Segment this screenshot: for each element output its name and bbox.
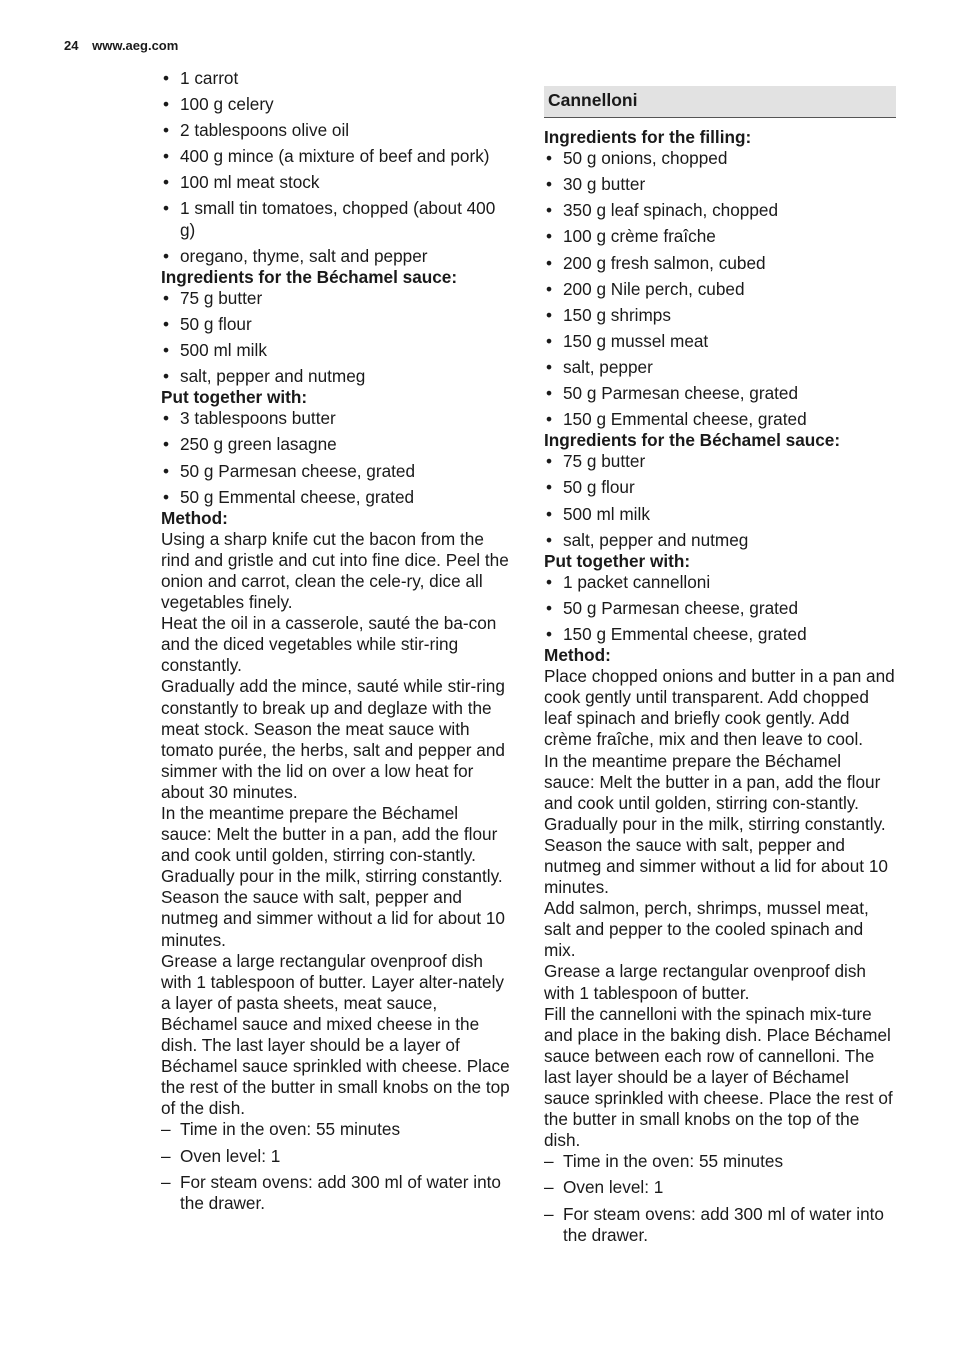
method-paragraph: Fill the cannelloni with the spinach mix-ture and place in the baking dish. Place Béchamel sauce between each row of cannelloni. The last layer should be a layer of Béchamel sauce sprinkled with cheese. Place the rest of the butter in small knobs on the top of the dish. <box>544 1003 893 1151</box>
bechamel-heading: Ingredients for the Béchamel sauce: <box>161 266 458 287</box>
list-item: • 400 g mince (a mixture of beef and pork) <box>161 146 513 167</box>
page-header <box>64 38 178 53</box>
list-item: • 50 g Emmental cheese, grated <box>161 487 513 508</box>
oven-notes <box>161 1119 513 1213</box>
list-item: – Time in the oven: 55 minutes <box>161 1119 513 1140</box>
list-item: • 350 g leaf spinach, chopped <box>544 200 896 221</box>
list-item: • 50 g Parmesan cheese, grated <box>544 598 896 619</box>
method-heading: Method: <box>544 645 611 666</box>
list-item: • 50 g flour <box>161 314 513 335</box>
list-item: – Time in the oven: 55 minutes <box>544 1151 896 1172</box>
list-item: • 200 g fresh salmon, cubed <box>544 253 896 274</box>
list-item: – Oven level: 1 <box>544 1177 896 1198</box>
list-item: • 1 small tin tomatoes, chopped (about 400 g) <box>161 198 513 240</box>
list-item: • 200 g Nile perch, cubed <box>544 279 896 300</box>
list-item: – Oven level: 1 <box>161 1146 513 1167</box>
list-item: • 50 g Parmesan cheese, grated <box>161 461 513 482</box>
method-paragraph: Place chopped onions and butter in a pan and cook gently until transparent. Add chopped leaf spinach and briefly cook gently. Add crème fraîche, mix and then leave to cool. <box>544 666 895 750</box>
list-item: • 50 g flour <box>544 477 896 498</box>
list-item: • salt, pepper and nutmeg <box>161 366 513 387</box>
method-paragraph: Heat the oil in a casserole, sauté the ba-con and the diced vegetables while stir-ring constantly. <box>161 613 497 676</box>
method-paragraph: Grease a large rectangular ovenproof dish with 1 tablespoon of butter. Layer alter-nately a layer of pasta sheets, meat sauce, Béchamel sauce and mixed cheese in the dish. The last layer should be a layer of Béchamel sauce sprinkled with cheese. Place the rest of the butter in small knobs on the top of the dish. <box>161 950 510 1119</box>
together-heading: Put together with: <box>544 550 691 571</box>
list-item: • oregano, thyme, salt and pepper <box>161 246 513 267</box>
list-item: – For steam ovens: add 300 ml of water into the drawer. <box>544 1204 896 1246</box>
list-item: • 75 g butter <box>544 451 896 472</box>
site-url: www.aeg.com <box>92 38 179 53</box>
list-item: • 100 g crème fraîche <box>544 226 896 247</box>
together-list <box>161 408 513 507</box>
together-list <box>544 572 896 645</box>
method-heading: Method: <box>161 507 228 528</box>
list-item: • 150 g Emmental cheese, grated <box>544 409 896 430</box>
method-paragraph: Using a sharp knife cut the bacon from the rind and gristle and cut into fine dice. Peel the onion and carrot, clean the cele-ry, dice all vegetables finely. <box>161 528 509 613</box>
left-column <box>161 68 513 1219</box>
ingredient-list <box>161 68 513 267</box>
list-item: • 50 g onions, chopped <box>544 148 896 169</box>
oven-notes <box>544 1151 896 1245</box>
list-item: • 250 g green lasagne <box>161 434 513 455</box>
list-item: – For steam ovens: add 300 ml of water into the drawer. <box>161 1172 513 1214</box>
list-item: • 1 carrot <box>161 68 513 89</box>
filling-list <box>544 148 896 430</box>
method-paragraph: Add salmon, perch, shrimps, mussel meat, salt and pepper to the cooled spinach and mix. <box>544 898 869 961</box>
list-item: • 150 g Emmental cheese, grated <box>544 624 896 645</box>
list-item: • 100 ml meat stock <box>161 172 513 193</box>
bechamel-list <box>161 288 513 387</box>
list-item: • 500 ml milk <box>544 504 896 525</box>
list-item: • 1 packet cannelloni <box>544 572 896 593</box>
method-paragraph: In the meantime prepare the Béchamel sauce: Melt the butter in a pan, add the flour and cook until golden, stirring con-stantly. Gradually pour in the milk, stirring constantly. Season the sauce with salt, pepper and nutmeg and simmer without a lid for about 10 minutes. <box>161 803 505 950</box>
list-item: • 3 tablespoons butter <box>161 408 513 429</box>
bechamel-heading: Ingredients for the Béchamel sauce: <box>544 430 841 451</box>
list-item: • 50 g Parmesan cheese, grated <box>544 383 896 404</box>
section-title: Cannelloni <box>544 86 896 118</box>
method-paragraph: In the meantime prepare the Béchamel sauce: Melt the butter in a pan, add the flour and cook until golden, stirring con-stantly. Gradually pour in the milk, stirring constantly. Season the sauce with salt, pepper and nutmeg and simmer without a lid for about 10 minutes. <box>544 750 888 898</box>
list-item: • 150 g mussel meat <box>544 331 896 352</box>
list-item: • 500 ml milk <box>161 340 513 361</box>
list-item: • 100 g celery <box>161 94 513 115</box>
method-paragraph: Grease a large rectangular ovenproof dish with 1 tablespoon of butter. <box>544 961 866 1003</box>
list-item: • 150 g shrimps <box>544 305 896 326</box>
filling-heading: Ingredients for the filling: <box>544 127 752 148</box>
method-paragraph: Gradually add the mince, sauté while stir-ring constantly to break up and deglaze with the meat stock. Season the meat sauce with tomato purée, the herbs, salt and pepper and simmer with the lid on over a low heat for about 30 minutes. <box>161 676 505 802</box>
right-column <box>544 86 896 1251</box>
page-number: 24 <box>64 38 79 53</box>
bechamel-list <box>544 451 896 550</box>
list-item: • salt, pepper <box>544 357 896 378</box>
list-item: • salt, pepper and nutmeg <box>544 530 896 551</box>
list-item: • 2 tablespoons olive oil <box>161 120 513 141</box>
list-item: • 75 g butter <box>161 288 513 309</box>
list-item: • 30 g butter <box>544 174 896 195</box>
together-heading: Put together with: <box>161 387 308 408</box>
